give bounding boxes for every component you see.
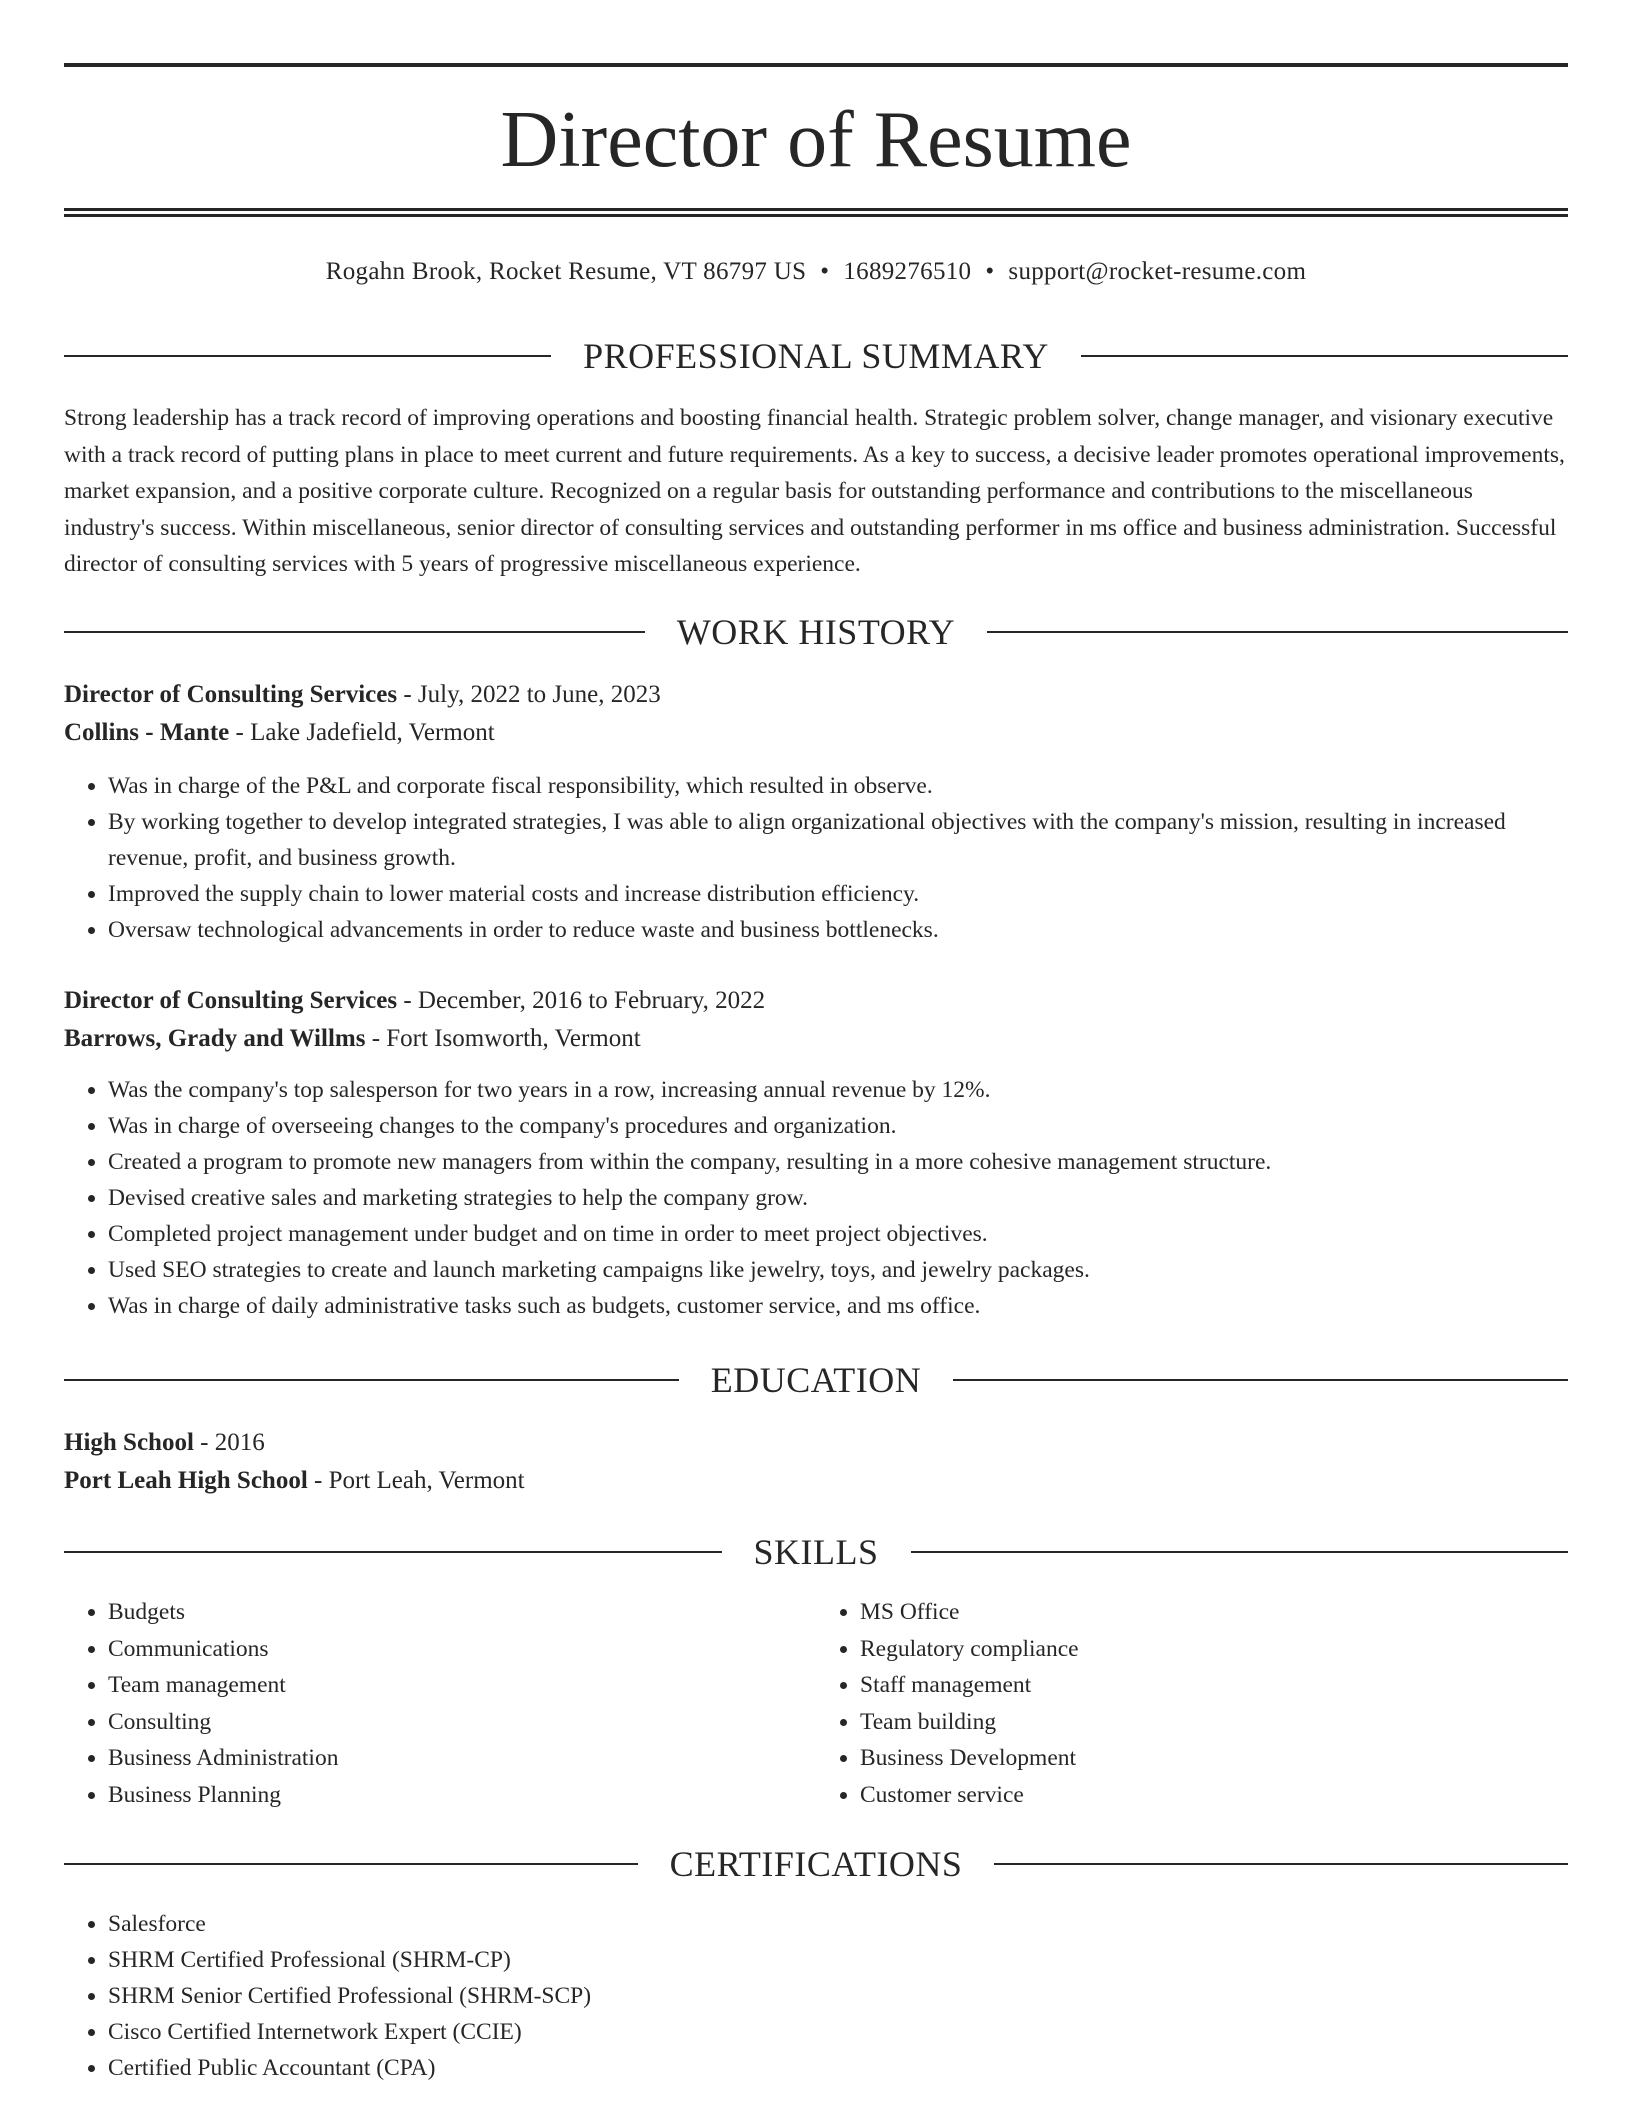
job-company-line — [64, 714, 1568, 752]
job-bullets — [64, 768, 1568, 948]
education-degree: High School — [64, 1429, 194, 1456]
list-item: • Customer service — [860, 1777, 1568, 1814]
section-label: EDUCATION — [710, 1360, 922, 1400]
skills-column-left — [64, 1594, 816, 1813]
list-item: • MS Office — [860, 1594, 1568, 1631]
list-item: • Team management — [108, 1667, 816, 1704]
top-rule — [64, 63, 1568, 67]
heading-rule — [1081, 355, 1568, 357]
education-entry — [64, 1424, 1568, 1500]
job-bullets — [64, 1072, 1568, 1324]
heading-rule — [994, 1863, 1568, 1865]
skills-list — [64, 1594, 1568, 1813]
heading-rule — [64, 1379, 679, 1381]
job-title: Director of Consulting Services — [64, 681, 398, 708]
certifications-list — [64, 1906, 1568, 2086]
list-item: • SHRM Senior Certified Professional (SHRM-SCP) — [108, 1978, 1568, 2014]
job-company-line — [64, 1020, 1568, 1058]
skills-bullets — [816, 1594, 1568, 1813]
education-year: - 2016 — [193, 1429, 265, 1456]
list-item: • Business Administration — [108, 1740, 816, 1777]
job-company: Collins - Mante — [64, 719, 230, 746]
job-title-line — [64, 676, 1568, 714]
list-item: • Was in charge of overseeing changes to the company's procedures and organization. — [108, 1108, 1568, 1144]
job-title-line — [64, 982, 1568, 1020]
list-item: • Oversaw technological advancements in order to reduce waste and business bottlenecks. — [108, 912, 1568, 948]
job-location: - Lake Jadefield, Vermont — [229, 719, 495, 746]
list-item: • Completed project management under budget and on time in order to meet project objectives. — [108, 1216, 1568, 1252]
list-item: • Cisco Certified Internetwork Expert (CCIE) — [108, 2014, 1568, 2050]
section-label: WORK HISTORY — [676, 612, 956, 652]
section-heading-certifications — [64, 1842, 1568, 1886]
job-title: Director of Consulting Services — [64, 987, 398, 1014]
certifications-bullets — [64, 1906, 1568, 2086]
job-company: Barrows, Grady and Willms — [64, 1025, 366, 1052]
section-heading-skills — [64, 1530, 1568, 1574]
list-item: • Salesforce — [108, 1906, 1568, 1942]
list-item: • Consulting — [108, 1704, 816, 1741]
contact-line — [64, 254, 1568, 290]
section-heading-education — [64, 1358, 1568, 1402]
education-degree-line — [64, 1424, 1568, 1462]
heading-rule — [64, 1551, 722, 1553]
job-dates: - December, 2016 to February, 2022 — [397, 987, 766, 1014]
section-label: PROFESSIONAL SUMMARY — [583, 336, 1049, 376]
list-item: • Communications — [108, 1631, 816, 1668]
job-entry — [64, 676, 1568, 948]
list-item: • Created a program to promote new managers from within the company, resulting in a more cohesive management structure. — [108, 1144, 1568, 1180]
summary-text: Strong leadership has a track record of improving operations and boosting financial health. Strategic problem solver, change manager, and visionary executive with a track record of putting plans in place to meet current and future requirements. As a key to success, a decisive leader promotes operational improvements, market expansion, and a positive corporate culture. Recognized on a regular basis for outstanding performance and contributions to the miscellaneous industry's success. Within miscellaneous, senior director of consulting services and outstanding performer in ms office and business administration. Successful director of consulting services with 5 years of progressive miscellaneous experience. — [64, 405, 1565, 577]
section-heading-summary — [64, 334, 1568, 378]
contact-phone: 1689276510 — [843, 258, 972, 285]
section-heading-work-history — [64, 610, 1568, 654]
contact-email: support@rocket-resume.com — [1008, 258, 1307, 285]
list-item: • Improved the supply chain to lower material costs and increase distribution efficiency. — [108, 876, 1568, 912]
title-double-rule — [64, 208, 1568, 217]
contact-separator: • — [985, 258, 995, 285]
list-item: • Certified Public Accountant (CPA) — [108, 2050, 1568, 2086]
job-dates: - July, 2022 to June, 2023 — [397, 681, 661, 708]
list-item: • Business Development — [860, 1740, 1568, 1777]
list-item: • Staff management — [860, 1667, 1568, 1704]
heading-rule — [64, 355, 551, 357]
contact-separator: • — [820, 258, 830, 285]
section-label: SKILLS — [753, 1532, 879, 1572]
job-entry — [64, 982, 1568, 1324]
list-item: • Was the company's top salesperson for two years in a row, increasing annual revenue by 12%. — [108, 1072, 1568, 1108]
resume-title: Director of Resume — [500, 96, 1132, 184]
list-item: • Devised creative sales and marketing strategies to help the company grow. — [108, 1180, 1568, 1216]
skills-bullets — [64, 1594, 816, 1813]
heading-rule — [64, 1863, 638, 1865]
job-location: - Fort Isomworth, Vermont — [365, 1025, 641, 1052]
list-item: • Was in charge of daily administrative tasks such as budgets, customer service, and ms office. — [108, 1288, 1568, 1324]
list-item: • Budgets — [108, 1594, 816, 1631]
list-item: • Regulatory compliance — [860, 1631, 1568, 1668]
heading-rule — [911, 1551, 1569, 1553]
contact-address: Rogahn Brook, Rocket Resume, VT 86797 US — [325, 258, 807, 285]
education-school: Port Leah High School — [64, 1467, 308, 1494]
list-item: • By working together to develop integrated strategies, I was able to align organizational objectives with the company's mission, resulting in increased revenue, profit, and business growth. — [108, 804, 1568, 876]
education-location: - Port Leah, Vermont — [307, 1467, 525, 1494]
list-item: • Business Planning — [108, 1777, 816, 1814]
heading-rule — [64, 631, 645, 633]
list-item: • Team building — [860, 1704, 1568, 1741]
skills-column-right — [816, 1594, 1568, 1813]
heading-rule — [987, 631, 1568, 633]
list-item: • SHRM Certified Professional (SHRM-CP) — [108, 1942, 1568, 1978]
list-item: • Was in charge of the P&L and corporate fiscal responsibility, which resulted in observe. — [108, 768, 1568, 804]
education-school-line — [64, 1462, 1568, 1500]
list-item: • Used SEO strategies to create and launch marketing campaigns like jewelry, toys, and jewelry packages. — [108, 1252, 1568, 1288]
section-label: CERTIFICATIONS — [669, 1844, 963, 1884]
heading-rule — [953, 1379, 1568, 1381]
